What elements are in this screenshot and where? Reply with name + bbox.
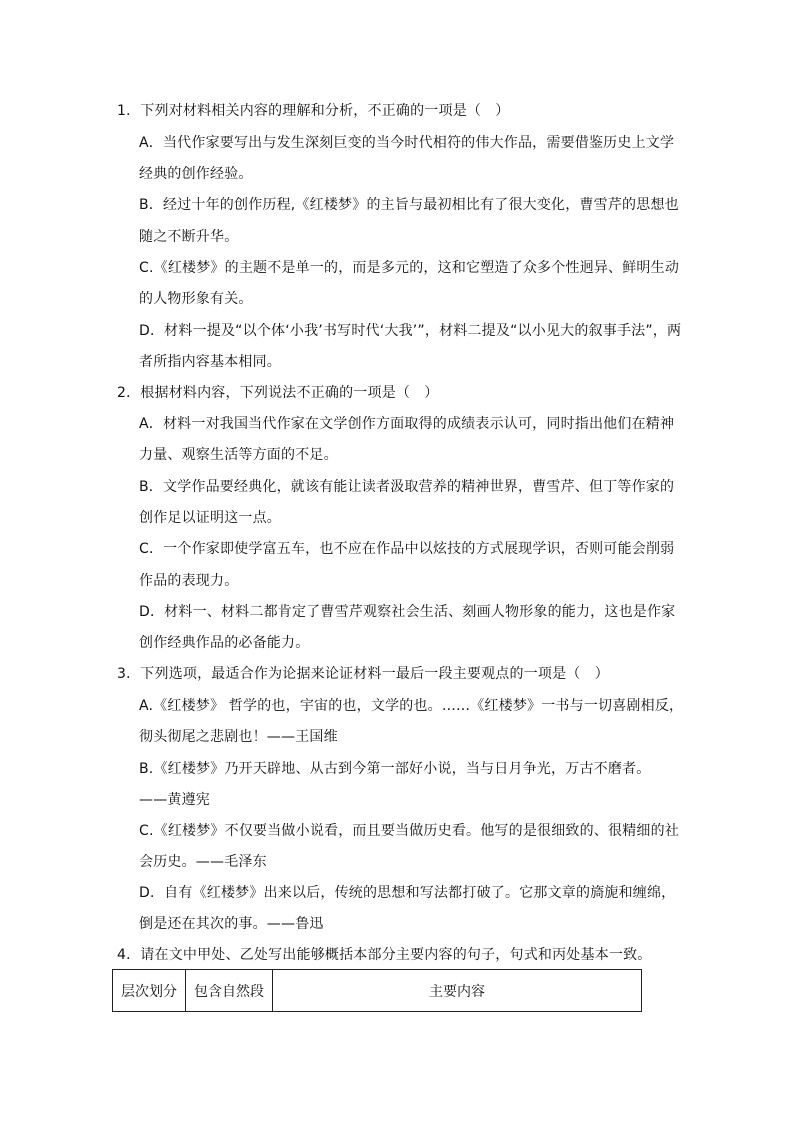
question-2-option-a-line-1: A．材料一对我国当代作家在文学创作方面取得的成绩表示认可，同时指出他们在精神 — [139, 416, 675, 432]
question-3-option-a-line-2: 彻头彻尾之悲剧也！——王国维 — [139, 729, 338, 745]
question-3-option-c-line-1: C.《红楼梦》不仅要当做小说看，而且要当做历史看。他写的是很细致的、很精细的社 — [139, 823, 680, 839]
question-2-stem: 2．根据材料内容，下列说法不正确的一项是（ ） — [117, 385, 439, 401]
question-1-option-a-line-2: 经典的创作经验。 — [139, 166, 253, 182]
question-1-option-a-line-1: A．当代作家要写出与发生深刻巨变的当今时代相符的伟大作品，需要借鉴历史上文学 — [139, 135, 675, 151]
question-2-option-d-line-2: 创作经典作品的必备能力。 — [139, 635, 310, 651]
table-header-cell: 主要内容 — [273, 970, 642, 1012]
question-2-option-c-line-2: 作品的表现力。 — [139, 573, 239, 589]
table-header-cell: 包含自然段 — [186, 970, 273, 1012]
question-2-option-b-line-2: 创作足以证明这一点。 — [139, 510, 281, 526]
question-1-option-c-line-1: C.《红楼梦》的主题不是单一的，而是多元的，这和它塑造了众多个性迥异、鲜明生动 — [139, 260, 680, 276]
question-3-option-a-line-1: A.《红楼梦》 哲学的也，宇宙的也，文学的也。……《红楼梦》一书与一切喜剧相反， — [139, 698, 684, 714]
question-1-option-b-line-1: B．经过十年的创作历程,《红楼梦》的主旨与最初相比有了很大变化，曹雪芹的思想也 — [139, 197, 679, 213]
question-3-option-c-line-2: 会历史。——毛泽东 — [139, 854, 267, 870]
question-2-option-c-line-1: C．一个作家即使学富五车，也不应在作品中以炫技的方式展现学识，否则可能会削弱 — [139, 541, 675, 557]
question-2-option-a-line-2: 力量、观察生活等方面的不足。 — [139, 447, 338, 463]
question-3-option-d-line-1: D．自有《红楼梦》出来以后，传统的思想和写法都打破了。它那文章的旖旎和缠绵， — [139, 885, 676, 901]
summary-table — [112, 969, 642, 1012]
question-3-option-b-line-2: ——黄遵宪 — [139, 792, 210, 808]
table-header-row — [113, 970, 642, 1012]
question-3-stem: 3．下列选项，最适合作为论据来论证材料一最后一段主要观点的一项是（ ） — [117, 666, 609, 682]
question-1-option-d-line-2: 者所指内容基本相同。 — [139, 354, 281, 370]
table-header-cell: 层次划分 — [113, 970, 186, 1012]
question-1-stem: 1．下列对材料相关内容的理解和分析，不正确的一项是（ ） — [117, 103, 510, 119]
question-3-option-b-line-1: B.《红楼梦》乃开天辟地、从古到今第一部好小说，当与日月争光，万古不磨者。 — [139, 761, 651, 777]
question-1-option-b-line-2: 随之不断升华。 — [139, 229, 239, 245]
question-2-option-b-line-1: B．文学作品要经典化，就该有能让读者汲取营养的精神世界，曹雪芹、但丁等作家的 — [139, 479, 675, 495]
question-1-option-d-line-1: D．材料一提及“以个体‘小我’书写时代‘大我’”，材料二提及“以小见大的叙事手法”，两 — [139, 323, 682, 339]
question-4-stem: 4．请在文中甲处、乙处写出能够概括本部分主要内容的句子，句式和丙处基本一致。 — [117, 947, 652, 963]
question-3-option-d-line-2: 倒是还在其次的事。——鲁迅 — [139, 916, 324, 932]
question-1-option-c-line-2: 的人物形象有关。 — [139, 291, 253, 307]
question-2-option-d-line-1: D．材料一、材料二都肯定了曹雪芹观察社会生活、刻画人物形象的能力，这也是作家 — [139, 604, 676, 620]
